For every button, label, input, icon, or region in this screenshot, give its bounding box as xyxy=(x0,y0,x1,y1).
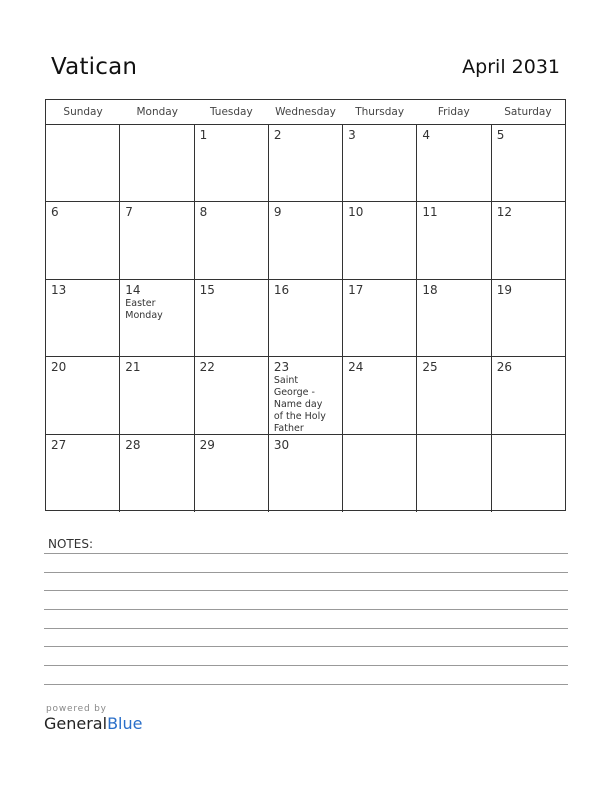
day-number: 18 xyxy=(422,282,438,297)
day-cell xyxy=(195,125,269,201)
day-number: 22 xyxy=(199,360,215,375)
holiday-label: Easter Monday xyxy=(125,297,163,321)
day-cell xyxy=(417,357,491,433)
day-number: 19 xyxy=(496,282,512,297)
day-cell xyxy=(343,357,417,433)
day-cell xyxy=(343,280,417,356)
note-line xyxy=(44,646,568,647)
day-number: 2 xyxy=(273,128,282,142)
brand-name-part2: Blue xyxy=(107,714,143,733)
day-number: 1 xyxy=(199,128,208,142)
day-number: 17 xyxy=(348,282,364,297)
day-cell xyxy=(120,202,194,278)
day-number: 13 xyxy=(51,282,67,297)
brand-name xyxy=(44,714,142,733)
day-number: 11 xyxy=(422,205,438,220)
calendar-week-row xyxy=(46,357,565,434)
note-line xyxy=(44,553,568,554)
dow-wednesday: Wednesday xyxy=(275,106,336,118)
day-cell xyxy=(417,280,491,356)
dow-thursday: Thursday xyxy=(355,106,405,118)
calendar-weeks xyxy=(46,125,565,512)
notes-label: NOTES: xyxy=(48,537,93,551)
note-line xyxy=(44,572,568,573)
day-cell xyxy=(492,202,565,278)
day-cell xyxy=(120,280,194,356)
dow-saturday: Saturday xyxy=(504,106,552,118)
day-number: 24 xyxy=(348,360,364,375)
day-cell xyxy=(269,280,343,356)
day-cell xyxy=(120,357,194,433)
calendar-week-row xyxy=(46,435,565,512)
day-cell xyxy=(492,357,565,433)
day-number: 30 xyxy=(273,437,290,452)
day-number: 14 xyxy=(125,282,141,297)
day-number: 27 xyxy=(51,437,67,452)
day-cell xyxy=(343,125,417,201)
day-number: 29 xyxy=(199,437,215,452)
calendar-week-row xyxy=(46,125,565,202)
day-cell xyxy=(417,202,491,278)
day-number: 16 xyxy=(273,282,290,297)
day-cell xyxy=(195,202,269,278)
day-number: 5 xyxy=(496,128,505,142)
day-cell xyxy=(492,125,565,201)
day-cell xyxy=(120,435,194,512)
day-cell xyxy=(46,202,120,278)
day-cell xyxy=(46,435,120,512)
note-line xyxy=(44,628,568,629)
day-number: 4 xyxy=(422,128,431,142)
day-cell xyxy=(269,202,343,278)
brand-name-part1: General xyxy=(44,714,108,733)
day-number: 25 xyxy=(422,360,438,375)
day-cell xyxy=(343,202,417,278)
day-cell xyxy=(195,357,269,433)
note-line xyxy=(44,590,568,591)
calendar-grid xyxy=(45,99,566,511)
dow-tuesday: Tuesday xyxy=(209,106,253,118)
note-line xyxy=(44,665,568,666)
dow-friday: Friday xyxy=(437,106,470,118)
day-number: 8 xyxy=(199,205,208,220)
day-number: 6 xyxy=(51,205,59,220)
calendar-week-row xyxy=(46,202,565,279)
generalblue-logo xyxy=(44,704,142,733)
note-line xyxy=(44,609,568,610)
day-number: 20 xyxy=(51,360,67,375)
dow-monday: Monday xyxy=(136,106,178,118)
day-cell xyxy=(120,125,194,201)
day-cell xyxy=(269,435,343,512)
day-cell xyxy=(195,280,269,356)
note-line xyxy=(44,684,568,685)
day-cell xyxy=(46,280,120,356)
month-year-title: April 2031 xyxy=(462,56,560,78)
day-cell xyxy=(195,435,269,512)
day-cell xyxy=(46,357,120,433)
day-cell xyxy=(343,435,417,512)
day-number: 23 xyxy=(273,360,290,375)
day-number: 12 xyxy=(496,205,512,220)
calendar-week-row xyxy=(46,280,565,357)
day-number: 15 xyxy=(199,282,215,297)
day-cell xyxy=(417,125,491,201)
day-cell xyxy=(492,280,565,356)
holiday-label: Saint George - Name day of the Holy Father xyxy=(273,375,326,435)
day-cell xyxy=(417,435,491,512)
day-number: 21 xyxy=(125,360,141,375)
day-cell xyxy=(269,357,343,433)
day-of-week-header xyxy=(46,100,565,125)
dow-sunday: Sunday xyxy=(63,106,103,118)
day-cell xyxy=(46,125,120,201)
powered-by-text: powered by xyxy=(46,704,107,714)
day-number: 3 xyxy=(348,128,356,142)
day-cell xyxy=(269,125,343,201)
day-number: 26 xyxy=(496,360,512,375)
day-number: 28 xyxy=(125,437,141,452)
day-number: 10 xyxy=(348,205,364,220)
country-title: Vatican xyxy=(51,54,138,80)
day-number: 9 xyxy=(273,205,282,220)
day-number: 7 xyxy=(125,205,133,220)
day-cell xyxy=(492,435,565,512)
